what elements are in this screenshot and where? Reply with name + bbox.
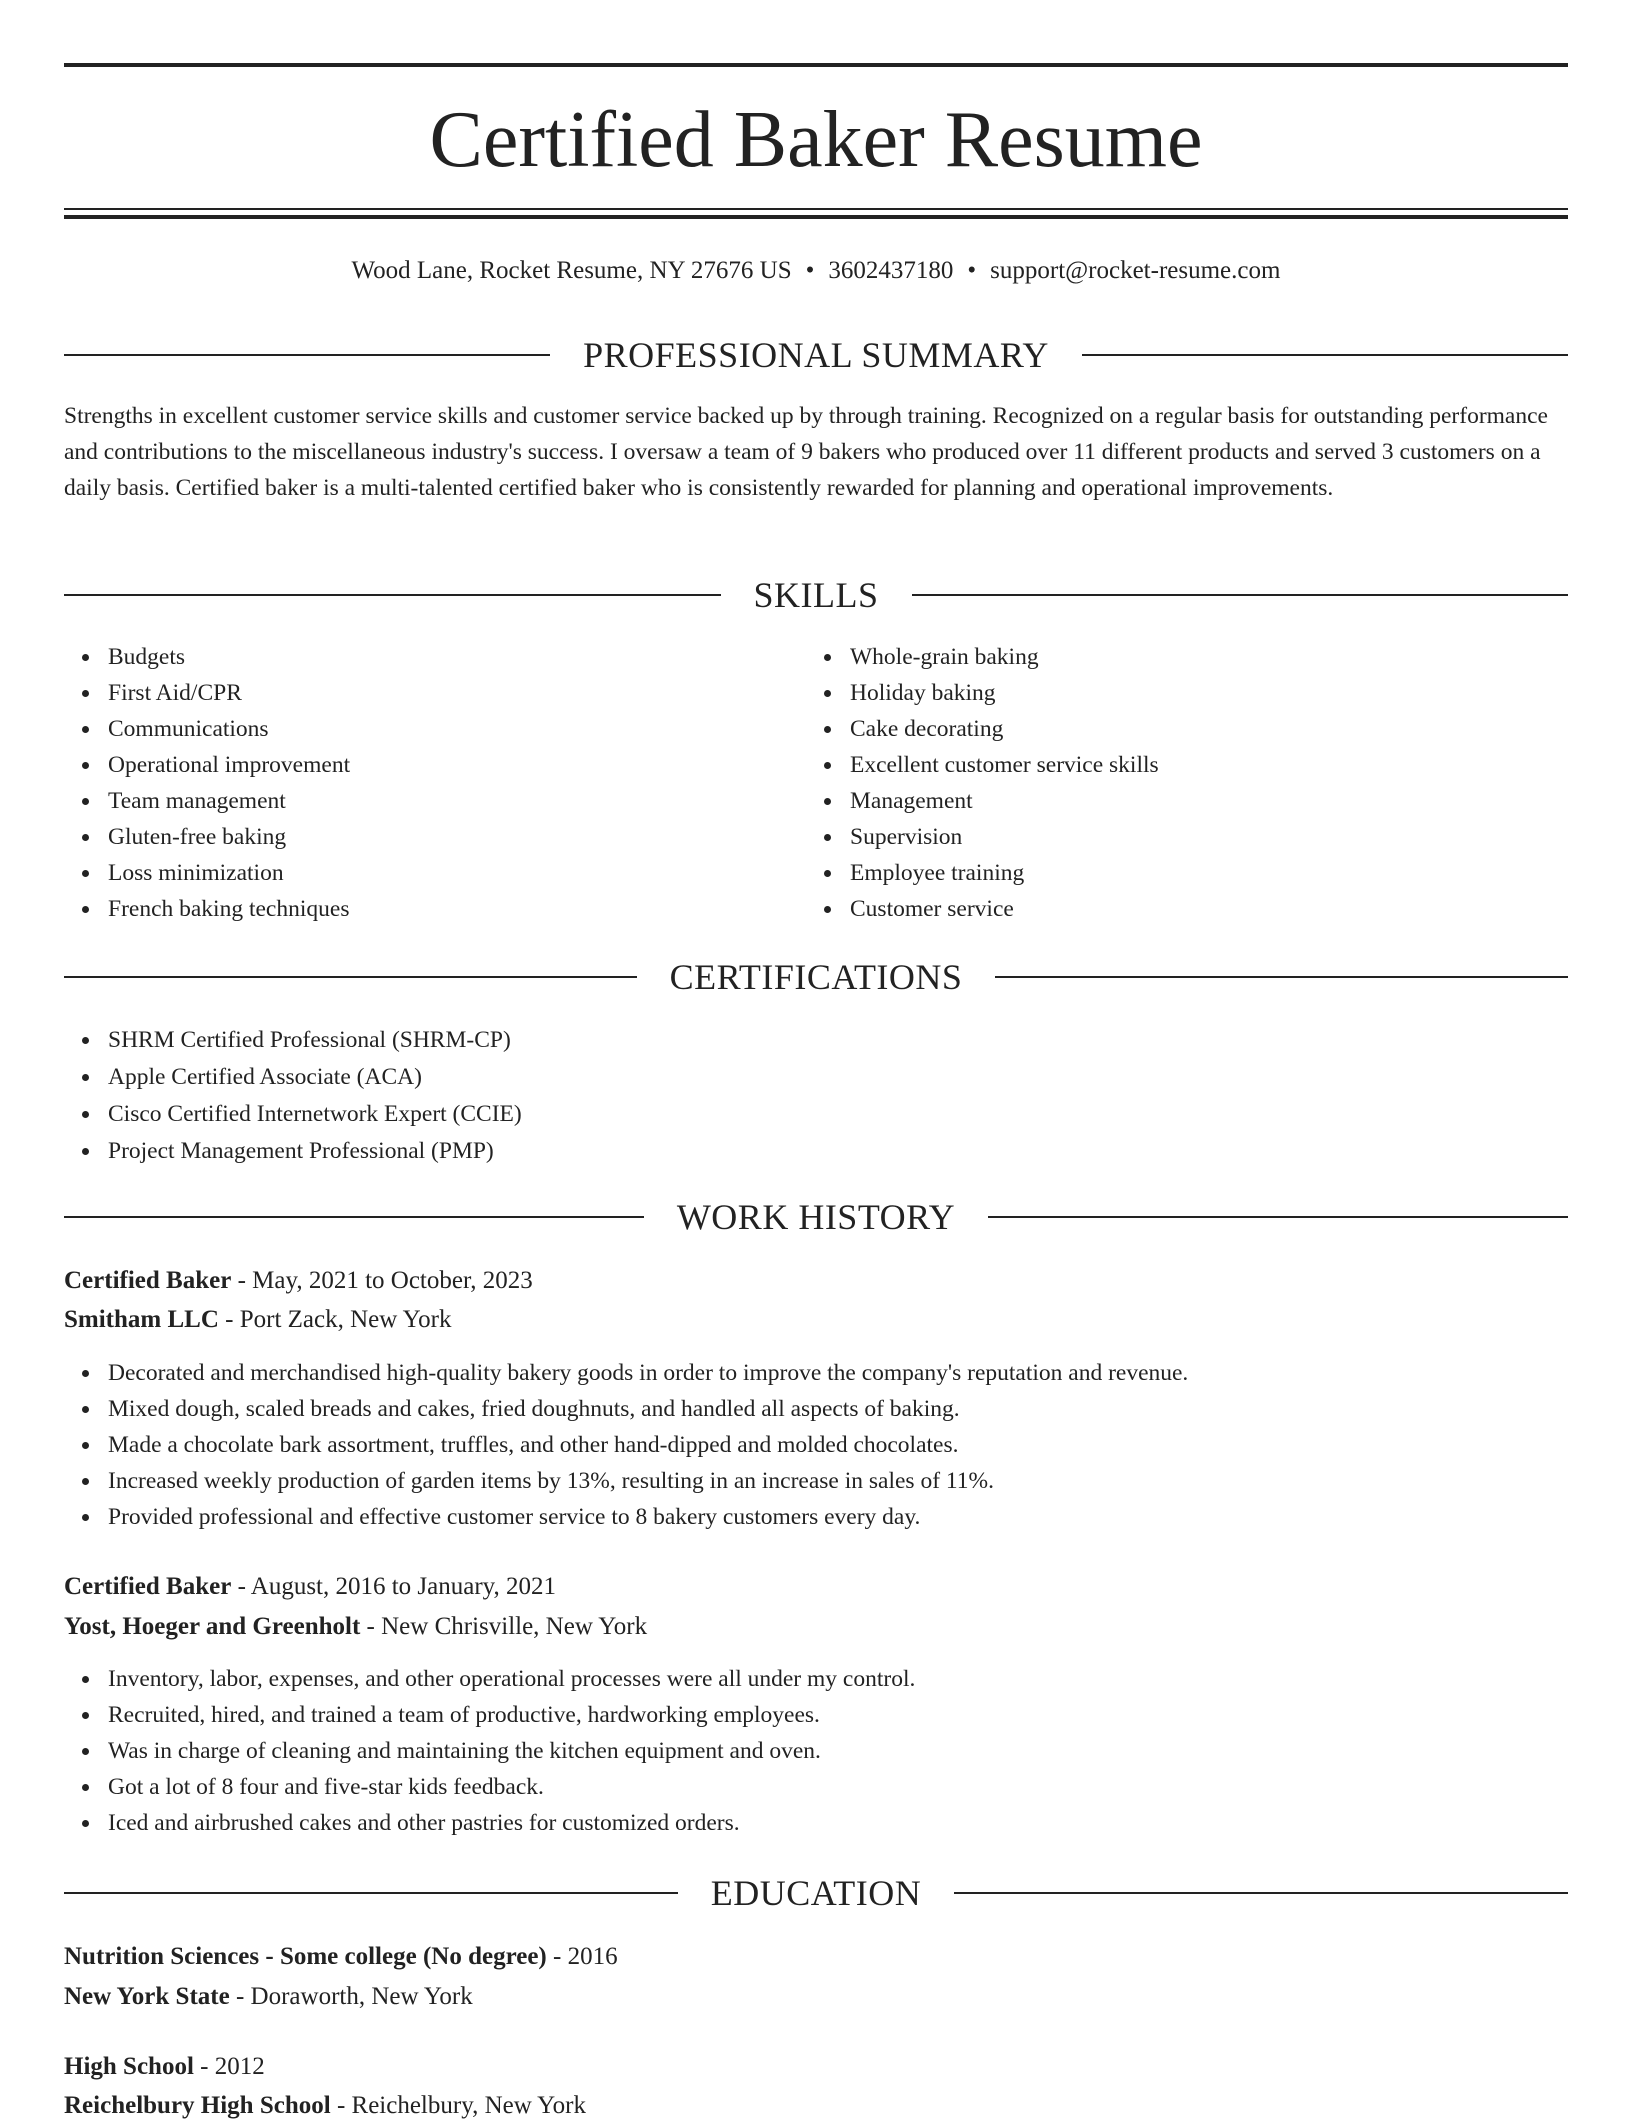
heading-rule — [1082, 354, 1568, 356]
summary-text: Strengths in excellent customer service skills and customer service backed up by through training. Recognized on a regular basis for outstanding performance and contributions to the miscellaneous industry's success. I oversaw a team of 9 bakers who produced over 11 different products and served 3 customers on a daily basis. Certified baker is a multi-talented certified baker who is consistently rewarded for planning and operational improvements. — [64, 403, 1548, 501]
job-company-line — [64, 1609, 647, 1645]
skill-item: Cake decorating — [850, 711, 1159, 747]
heading-rule — [995, 976, 1568, 978]
heading-rule — [64, 1216, 644, 1218]
certifications-section-heading — [64, 955, 1568, 999]
certification-item: Apple Certified Associate (ACA) — [108, 1059, 522, 1096]
title-rule-thick — [64, 215, 1568, 219]
job-company: Smitham LLC — [64, 1306, 219, 1333]
heading-rule — [954, 1892, 1568, 1894]
skill-item: Budgets — [108, 639, 350, 675]
contact-separator: • — [967, 257, 977, 284]
heading-rule — [988, 1216, 1568, 1218]
heading-rule — [64, 976, 637, 978]
skill-item: Excellent customer service skills — [850, 747, 1159, 783]
job-dates: - May, 2021 to October, 2023 — [231, 1267, 533, 1294]
education-degree: High School — [64, 2053, 194, 2080]
education-school: New York State — [64, 1983, 230, 2010]
education-location: - Doraworth, New York — [229, 1983, 473, 2010]
education-year: - 2016 — [546, 1943, 618, 1970]
education-section-heading — [64, 1871, 1568, 1915]
job-bullet: Got a lot of 8 four and five-star kids feedback. — [108, 1769, 915, 1805]
skill-item: Customer service — [850, 891, 1159, 927]
skill-item: Employee training — [850, 855, 1159, 891]
heading-rule — [64, 594, 721, 596]
job-location: - Port Zack, New York — [218, 1306, 452, 1333]
title-rule-thin — [64, 208, 1568, 210]
skill-item: Team management — [108, 783, 350, 819]
skill-item: Whole-grain baking — [850, 639, 1159, 675]
education-location: - Reichelbury, New York — [330, 2092, 586, 2119]
skills-section-heading — [64, 573, 1568, 617]
skill-item: Operational improvement — [108, 747, 350, 783]
job-bullet: Decorated and merchandised high-quality bakery goods in order to improve the company's reputation and revenue. — [108, 1355, 1188, 1391]
education-degree: Nutrition Sciences - Some college (No degree) — [64, 1943, 547, 1970]
job-title-line — [64, 1263, 533, 1299]
education-year: - 2012 — [193, 2053, 265, 2080]
section-title: WORK HISTORY — [676, 1197, 956, 1237]
job-location: - New Chrisville, New York — [360, 1613, 648, 1640]
certifications-list — [64, 1022, 522, 1170]
skills-list-right — [806, 639, 1159, 927]
job-company-line — [64, 1302, 452, 1338]
job-title: Certified Baker — [64, 1573, 232, 1600]
job-bullet: Provided professional and effective customer service to 8 bakery customers every day. — [108, 1499, 1188, 1535]
skill-item: Gluten-free baking — [108, 819, 350, 855]
job-bullet: Made a chocolate bark assortment, truffles, and other hand-dipped and molded chocolates. — [108, 1427, 1188, 1463]
section-title: PROFESSIONAL SUMMARY — [583, 335, 1049, 375]
contact-line — [64, 254, 1568, 288]
heading-rule — [912, 594, 1569, 596]
job-bullets — [64, 1661, 915, 1841]
skill-item: Loss minimization — [108, 855, 350, 891]
contact-separator: • — [805, 257, 815, 284]
education-school: Reichelbury High School — [64, 2092, 331, 2119]
section-title: CERTIFICATIONS — [669, 957, 963, 997]
skill-item: French baking techniques — [108, 891, 350, 927]
job-title: Certified Baker — [64, 1267, 232, 1294]
top-rule — [64, 63, 1568, 67]
job-bullet: Increased weekly production of garden items by 13%, resulting in an increase in sales of 11%. — [108, 1463, 1188, 1499]
skill-item: Communications — [108, 711, 350, 747]
contact-address: Wood Lane, Rocket Resume, NY 27676 US — [351, 257, 792, 284]
education-school-line — [64, 1979, 473, 2015]
contact-phone: 3602437180 — [828, 257, 954, 284]
skill-item: First Aid/CPR — [108, 675, 350, 711]
certification-item: SHRM Certified Professional (SHRM-CP) — [108, 1022, 522, 1059]
work-section-heading — [64, 1195, 1568, 1239]
education-degree-line — [64, 1939, 618, 1975]
job-dates: - August, 2016 to January, 2021 — [231, 1573, 557, 1600]
section-title: SKILLS — [753, 575, 879, 615]
contact-email: support@rocket-resume.com — [990, 257, 1281, 284]
skill-item: Supervision — [850, 819, 1159, 855]
education-degree-line — [64, 2049, 265, 2085]
resume-title: Certified Baker Resume — [429, 96, 1203, 184]
skill-item: Holiday baking — [850, 675, 1159, 711]
job-bullets — [64, 1355, 1188, 1535]
skills-list-left — [64, 639, 350, 927]
certification-item: Cisco Certified Internetwork Expert (CCIE) — [108, 1096, 522, 1133]
heading-rule — [64, 1892, 678, 1894]
skill-item: Management — [850, 783, 1159, 819]
job-bullet: Recruited, hired, and trained a team of productive, hardworking employees. — [108, 1697, 915, 1733]
job-bullet: Mixed dough, scaled breads and cakes, fried doughnuts, and handled all aspects of baking. — [108, 1391, 1188, 1427]
certification-item: Project Management Professional (PMP) — [108, 1133, 522, 1170]
job-bullet: Was in charge of cleaning and maintaining the kitchen equipment and oven. — [108, 1733, 915, 1769]
job-company: Yost, Hoeger and Greenholt — [64, 1613, 361, 1640]
job-bullet: Iced and airbrushed cakes and other pastries for customized orders. — [108, 1805, 915, 1841]
job-title-line — [64, 1569, 556, 1605]
job-bullet: Inventory, labor, expenses, and other operational processes were all under my control. — [108, 1661, 915, 1697]
education-school-line — [64, 2088, 586, 2124]
heading-rule — [64, 354, 550, 356]
summary-section-heading — [64, 333, 1568, 377]
section-title: EDUCATION — [710, 1873, 922, 1913]
